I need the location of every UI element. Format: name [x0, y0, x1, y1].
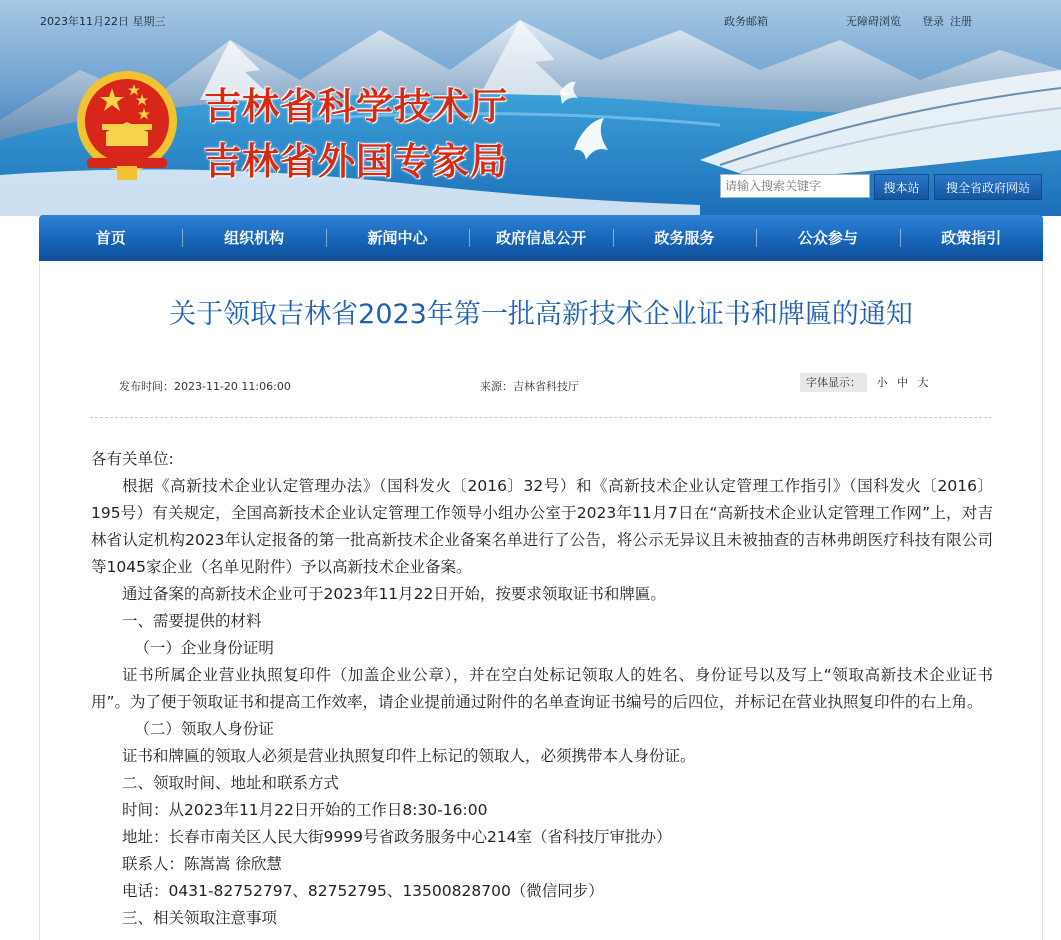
nav-news[interactable]: 新闻中心 [326, 215, 469, 261]
nav-organization[interactable]: 组织机构 [182, 215, 325, 261]
font-size-control [800, 374, 929, 390]
salutation: 各有关单位: [91, 450, 174, 468]
nav-services[interactable]: 政务服务 [613, 215, 756, 261]
paragraph: 时间：从2023年11月22日开始的工作日8:30-16:00 [122, 801, 488, 819]
main-nav [39, 215, 1043, 261]
top-bar [0, 0, 1061, 38]
current-date: 2023年11月22日 星期三 [40, 15, 166, 28]
section-heading: 二、领取时间、地址和联系方式 [122, 774, 340, 792]
accessibility-link[interactable]: 无障碍浏览 [846, 15, 901, 28]
nav-participation[interactable]: 公众参与 [756, 215, 899, 261]
font-medium-button[interactable]: 中 [897, 376, 908, 389]
nav-policy[interactable]: 政策指引 [900, 215, 1043, 261]
source-value: 吉林省科技厅 [513, 380, 579, 393]
publish-time: 2023-11-20 11:06:00 [174, 380, 291, 393]
publish-label: 发布时间： [119, 380, 174, 393]
article-body [91, 446, 993, 932]
nav-gov-info[interactable]: 政府信息公开 [469, 215, 612, 261]
section-heading: 三、相关领取注意事项 [122, 909, 278, 927]
font-size-label: 字体显示： [800, 373, 867, 392]
site-banner [0, 0, 1061, 216]
subsection-heading: （一）企业身份证明 [134, 639, 274, 657]
paragraph: 地址：长春市南关区人民大街9999号省政务服务中心214室（省科技厅审批办） [122, 828, 672, 846]
subsection-heading: （二）领取人身份证 [134, 720, 274, 738]
paragraph: 通过备案的高新技术企业可于2023年11月22日开始，按要求领取证书和牌匾。 [122, 585, 666, 603]
gov-mail-link[interactable]: 政务邮箱 [724, 15, 768, 28]
article-title: 关于领取吉林省2023年第一批高新技术企业证书和牌匾的通知 [169, 299, 913, 330]
publish-info [119, 378, 291, 394]
font-small-button[interactable]: 小 [876, 376, 888, 389]
paragraph: 证书和牌匾的领取人必须是营业执照复印件上标记的领取人，必须携带本人身份证。 [122, 747, 696, 765]
source-label: 来源： [480, 380, 513, 393]
paragraph: 联系人：陈嵩嵩 徐欣慧 [122, 855, 282, 873]
article-container [39, 261, 1043, 940]
font-large-button[interactable]: 大 [917, 376, 929, 389]
national-emblem-icon [72, 66, 182, 182]
auth-links [922, 13, 978, 29]
source-info [480, 378, 579, 394]
search-site-button[interactable]: 搜本站 [874, 174, 929, 200]
site-title-line1: 吉林省科学技术厅 [204, 84, 508, 128]
paragraph: 根据《高新技术企业认定管理办法》（国科发火〔2016〕32号）和《高新技术企业认定管理工作指引》（国科发火〔2016〕195号）有关规定，全国高新技术企业认定管理工作领导小组办公室于2023年11月7日在“高新技术企业认定管理工作网”上，对吉林省认定机构2023年认定报备的第一批高新技术企业备案名单进行了公告，将公示无异议且未被抽查的吉林弗朗医疗科技有限公司等1045家企业（名单见附件）予以高新技术企业备案。 [91, 477, 993, 576]
section-heading: 一、需要提供的材料 [122, 612, 262, 630]
nav-home[interactable]: 首页 [95, 229, 126, 247]
search-input[interactable] [720, 174, 870, 198]
paragraph: 电话：0431-82752797、82752795、13500828700（微信同步） [122, 882, 604, 900]
search-gov-button[interactable]: 搜全省政府网站 [934, 174, 1042, 200]
site-title-line2: 吉林省外国专家局 [204, 139, 508, 183]
paragraph: 证书所属企业营业执照复印件（加盖企业公章），并在空白处标记领取人的姓名、身份证号以及写上“领取高新技术企业证书用”。为了便于领取证书和提高工作效率，请企业提前通过附件的名单查询证书编号的后四位，并标记在营业执照复印件的右上角。 [91, 666, 993, 711]
register-link[interactable]: 注册 [950, 15, 972, 28]
login-link[interactable]: 登录 [922, 15, 944, 28]
divider [90, 417, 992, 418]
